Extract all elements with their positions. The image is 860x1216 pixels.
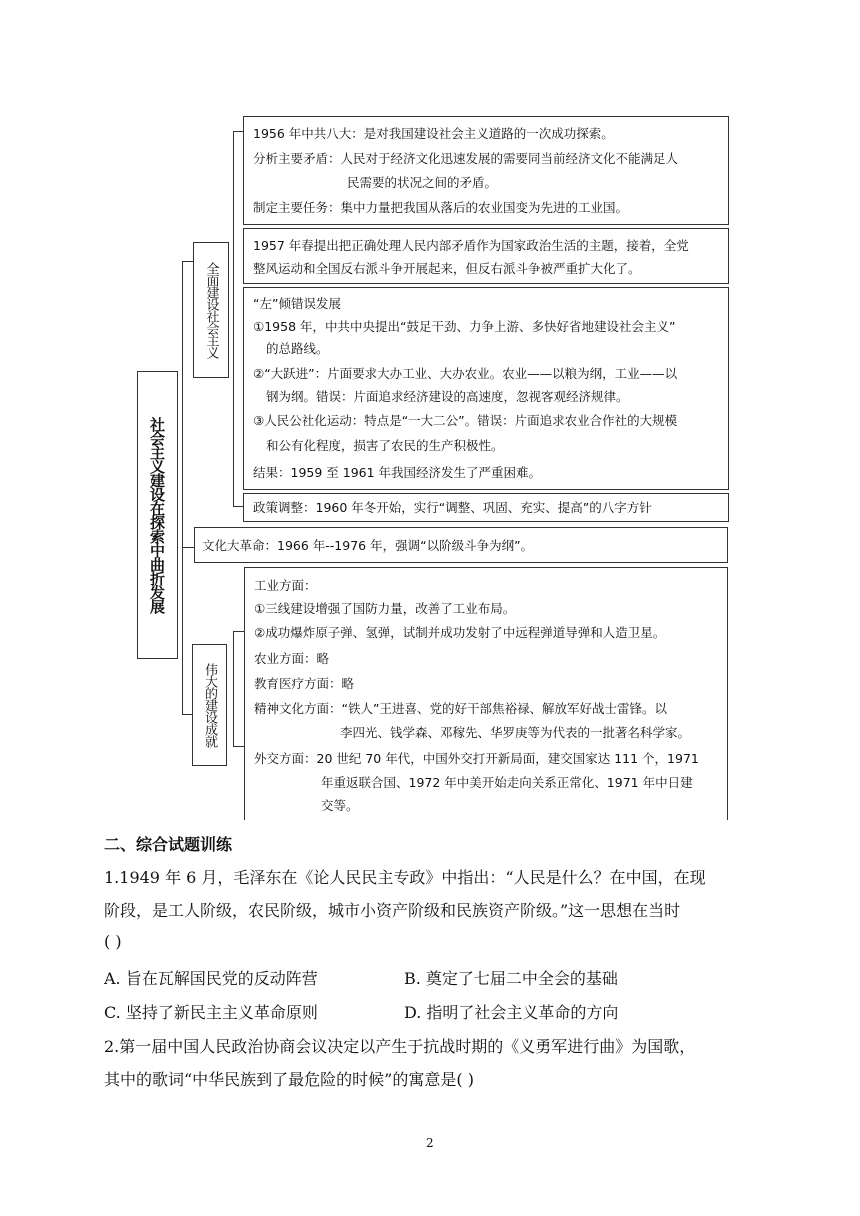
bracket-branch2-vertical bbox=[233, 631, 234, 746]
box6-line-1: 工业方面： bbox=[254, 578, 317, 593]
box6-line-5: 教育医疗方面：略 bbox=[254, 676, 355, 691]
branch2-title: 伟大的建设成就 bbox=[202, 663, 217, 747]
bracket-main-top bbox=[182, 261, 193, 262]
q1-option-d[interactable]: D. 指明了社会主义革命的方向 bbox=[404, 1003, 619, 1022]
box-cultural-revolution bbox=[194, 527, 728, 563]
box-party-congress-1956 bbox=[243, 116, 729, 225]
box3-line-3: 的总路线。 bbox=[266, 341, 329, 356]
box2-line-2: 整风运动和全国反右派斗争开展起来，但反右派斗争被严重扩大化了。 bbox=[253, 261, 641, 276]
box6-line-7: 李四光、钱学森、邓稼先、华罗庚等为代表的一批著名科学家。 bbox=[340, 725, 691, 740]
page-number: 2 bbox=[426, 1136, 434, 1150]
box3-line-8: 结果：1959 至 1961 年我国经济发生了严重困难。 bbox=[253, 465, 542, 480]
box1-line-4: 制定主要任务：集中力量把我国从落后的农业国变为先进的工业国。 bbox=[253, 200, 629, 215]
box3-line-5: 钢为纲。错误：片面追求经济建设的高速度，忽视客观经济规律。 bbox=[266, 389, 629, 404]
box3-line-7: 和公有化程度，损害了农民的生产积极性。 bbox=[266, 438, 504, 453]
bracket-main-to-box5 bbox=[182, 547, 194, 548]
box-rectification-1957 bbox=[243, 228, 729, 284]
box1-line-1: 1956 年中共八大：是对我国建设社会主义道路的一次成功探索。 bbox=[253, 126, 614, 141]
box5-text: 文化大革命：1966 年--1976 年，强调“以阶级斗争为纲”。 bbox=[202, 538, 534, 553]
branch2-title-box bbox=[192, 644, 227, 766]
box6-line-3: ②成功爆炸原子弹、氢弹，试制并成功发射了中远程弹道导弹和人造卫星。 bbox=[254, 625, 666, 640]
main-title-box bbox=[137, 371, 178, 659]
q1-line-2: 阶段，是工人阶级，农民阶级，城市小资产阶级和民族资产阶级。”这一思想在当时 bbox=[104, 901, 681, 920]
q1-answer-paren: ( ) bbox=[104, 932, 122, 951]
box1-line-3: 民需要的状况之间的矛盾。 bbox=[347, 175, 498, 190]
box3-line-4: ②“大跃进”：片面要求大办工业、大办农业。农业——以粮为纲，工业——以 bbox=[253, 366, 678, 381]
q2-line-2: 其中的歌词“中华民族到了最危险的时候”的寓意是( ) bbox=[104, 1070, 474, 1089]
box2-line-1: 1957 年春提出把正确处理人民内部矛盾作为国家政治生活的主题，接着，全党 bbox=[253, 238, 689, 253]
bracket-branch1-top bbox=[233, 131, 243, 132]
main-title: 社会主义建设在探索中曲折发展 bbox=[148, 417, 166, 613]
bracket-branch1-vertical bbox=[233, 131, 234, 506]
box3-line-6: ③人民公社化运动：特点是“一大二公”。错误：片面追求农业合作社的大规模 bbox=[253, 413, 678, 428]
box-left-errors bbox=[243, 287, 729, 490]
bracket-branch2-bottom bbox=[233, 746, 244, 747]
branch1-title: 全面建设社会主义 bbox=[203, 262, 219, 358]
q1-option-c[interactable]: C. 坚持了新民主主义革命原则 bbox=[104, 1003, 318, 1022]
section-heading: 二、综合试题训练 bbox=[104, 835, 233, 854]
q1-option-a[interactable]: A. 旨在瓦解国民党的反动阵营 bbox=[104, 969, 318, 988]
box6-line-8: 外交方面：20 世纪 70 年代，中国外交打开新局面，建交国家达 111 个，1971 bbox=[254, 751, 699, 766]
box4-text: 政策调整：1960 年冬开始，实行“调整、巩固、充实、提高”的八字方针 bbox=[253, 500, 652, 515]
bracket-branch2-top bbox=[233, 631, 244, 632]
box3-line-2: ①1958 年，中共中央提出“鼓足干劲、力争上游、多快好省地建设社会主义” bbox=[253, 319, 676, 334]
box-policy-adjustment bbox=[243, 493, 729, 522]
box1-line-2: 分析主要矛盾：人民对于经济文化迅速发展的需要同当前经济文化不能满足人 bbox=[253, 151, 679, 166]
box6-line-9: 年重返联合国、1972 年中美开始走向关系正常化、1971 年中日建 bbox=[321, 775, 693, 790]
box6-line-2: ①三线建设增强了国防力量，改善了工业布局。 bbox=[254, 601, 516, 616]
box6-line-4: 农业方面：略 bbox=[254, 651, 330, 666]
box6-line-6: 精神文化方面：“铁人”王进喜、党的好干部焦裕禄、解放军好战士雷锋。以 bbox=[254, 701, 667, 716]
bracket-branch1-bottom bbox=[233, 506, 243, 507]
q1-line-1: 1.1949 年 6 月，毛泽东在《论人民民主专政》中指出：“人民是什么？在中国，在现 bbox=[104, 868, 706, 887]
box3-line-1: “左”倾错误发展 bbox=[253, 296, 341, 311]
box6-line-10: 交等。 bbox=[321, 798, 359, 813]
q2-line-1: 2.第一届中国人民政治协商会议决定以产生于抗战时期的《义勇军进行曲》为国歌， bbox=[104, 1037, 696, 1056]
bracket-main-vertical bbox=[182, 261, 183, 714]
q1-option-b[interactable]: B. 奠定了七届二中全会的基础 bbox=[404, 969, 618, 988]
box-achievements bbox=[244, 567, 728, 820]
branch1-title-box bbox=[193, 242, 229, 378]
